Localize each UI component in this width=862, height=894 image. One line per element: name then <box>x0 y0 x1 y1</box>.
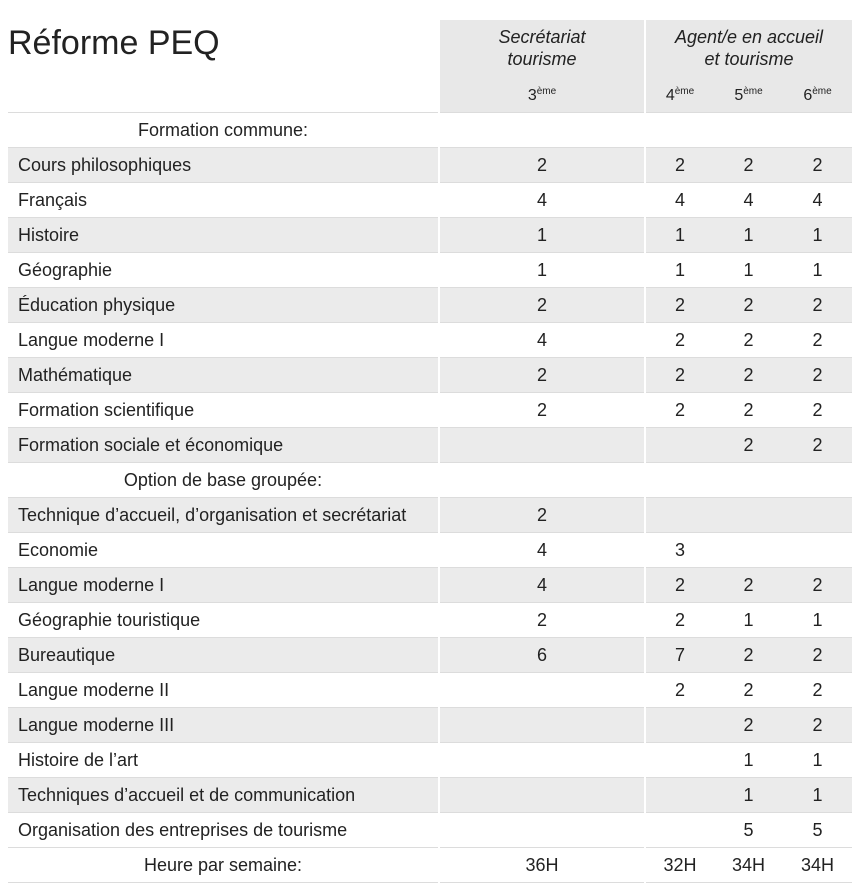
hours-cell: 3 <box>645 533 714 568</box>
section-option-base <box>8 463 852 498</box>
hours-cell <box>439 708 645 743</box>
hours-cell: 2 <box>645 603 714 638</box>
total-hours-cell: 34H <box>783 848 852 883</box>
table-row <box>8 218 852 253</box>
total-hours-cell: 32H <box>645 848 714 883</box>
hours-cell: 4 <box>783 183 852 218</box>
hours-cell: 1 <box>645 253 714 288</box>
hours-cell: 1 <box>714 603 783 638</box>
subject-label: Langue moderne I <box>8 323 439 358</box>
table-row <box>8 253 852 288</box>
hours-cell: 2 <box>783 568 852 603</box>
subject-label: Histoire de l’art <box>8 743 439 778</box>
hours-cell: 2 <box>714 393 783 428</box>
table-row <box>8 498 852 533</box>
hours-cell <box>645 778 714 813</box>
hours-cell <box>645 743 714 778</box>
hours-cell: 2 <box>439 393 645 428</box>
subject-label: Mathématique <box>8 358 439 393</box>
curriculum-table <box>8 20 852 883</box>
hours-cell: 1 <box>645 218 714 253</box>
hours-cell: 6 <box>439 638 645 673</box>
hours-cell: 2 <box>783 358 852 393</box>
subject-label: Organisation des entreprises de tourisme <box>8 813 439 848</box>
section-empty <box>439 463 852 498</box>
hours-cell: 2 <box>783 673 852 708</box>
hours-cell: 2 <box>783 148 852 183</box>
hours-cell <box>439 743 645 778</box>
header-secretariat-line2: tourisme <box>507 49 577 69</box>
hours-cell: 4 <box>439 533 645 568</box>
hours-cell: 4 <box>714 183 783 218</box>
header-year-4: 4ème <box>645 76 714 113</box>
hours-cell: 2 <box>783 638 852 673</box>
hours-cell: 2 <box>714 148 783 183</box>
table-row <box>8 358 852 393</box>
hours-cell: 7 <box>645 638 714 673</box>
hours-cell <box>439 813 645 848</box>
table-row <box>8 533 852 568</box>
header-secretariat <box>439 20 645 76</box>
hours-cell: 2 <box>439 148 645 183</box>
table-row <box>8 183 852 218</box>
section-empty <box>439 113 852 148</box>
subject-label: Techniques d’accueil et de communication <box>8 778 439 813</box>
hours-cell: 1 <box>714 253 783 288</box>
hours-cell: 2 <box>783 428 852 463</box>
hours-cell: 1 <box>783 778 852 813</box>
hours-cell <box>645 813 714 848</box>
hours-cell: 1 <box>714 778 783 813</box>
hours-cell: 2 <box>783 323 852 358</box>
subject-label: Formation scientifique <box>8 393 439 428</box>
section-formation-commune <box>8 113 852 148</box>
hours-cell: 2 <box>439 358 645 393</box>
hours-cell: 1 <box>783 743 852 778</box>
table-row <box>8 428 852 463</box>
hours-cell: 2 <box>714 638 783 673</box>
section-label: Option de base groupée: <box>8 463 439 498</box>
hours-cell: 1 <box>439 218 645 253</box>
hours-cell <box>645 708 714 743</box>
hours-cell: 1 <box>714 743 783 778</box>
header-year-5: 5ème <box>714 76 783 113</box>
hours-cell: 2 <box>439 498 645 533</box>
subject-label: Langue moderne I <box>8 568 439 603</box>
hours-cell <box>714 533 783 568</box>
table-row <box>8 813 852 848</box>
hours-cell: 1 <box>783 603 852 638</box>
table-row <box>8 288 852 323</box>
header-agent-line1: Agent/e en accueil <box>674 27 824 47</box>
table-row <box>8 708 852 743</box>
hours-cell: 2 <box>645 673 714 708</box>
header-agent-line2: et tourisme <box>704 49 794 69</box>
hours-cell: 1 <box>714 218 783 253</box>
hours-cell: 4 <box>645 183 714 218</box>
hours-cell <box>783 533 852 568</box>
table-row <box>8 323 852 358</box>
hours-cell: 2 <box>714 708 783 743</box>
hours-cell: 5 <box>783 813 852 848</box>
hours-cell <box>645 498 714 533</box>
table-row <box>8 393 852 428</box>
hours-cell: 2 <box>714 568 783 603</box>
subject-label: Géographie touristique <box>8 603 439 638</box>
hours-cell: 2 <box>645 288 714 323</box>
hours-cell <box>439 673 645 708</box>
subject-label: Technique d’accueil, d’organisation et secrétariat <box>8 498 439 533</box>
hours-cell: 2 <box>439 288 645 323</box>
hours-cell: 1 <box>783 218 852 253</box>
subject-label: Français <box>8 183 439 218</box>
hours-cell: 2 <box>645 568 714 603</box>
hours-cell: 4 <box>439 323 645 358</box>
hours-cell: 2 <box>783 708 852 743</box>
hours-cell: 2 <box>714 358 783 393</box>
hours-cell: 2 <box>783 393 852 428</box>
total-hours-cell: 36H <box>439 848 645 883</box>
hours-cell <box>439 428 645 463</box>
subject-label: Langue moderne III <box>8 708 439 743</box>
total-hours-cell: 34H <box>714 848 783 883</box>
table-row <box>8 778 852 813</box>
hours-cell: 2 <box>714 673 783 708</box>
hours-cell <box>714 498 783 533</box>
subject-label: Economie <box>8 533 439 568</box>
table-row <box>8 638 852 673</box>
header-year-6: 6ème <box>783 76 852 113</box>
table-row <box>8 148 852 183</box>
hours-cell: 2 <box>714 428 783 463</box>
subject-label: Histoire <box>8 218 439 253</box>
table-row <box>8 568 852 603</box>
hours-cell: 2 <box>645 148 714 183</box>
hours-cell: 5 <box>714 813 783 848</box>
header-agent-accueil <box>645 20 852 76</box>
table-row <box>8 673 852 708</box>
title-cell <box>8 20 439 113</box>
hours-cell: 2 <box>645 393 714 428</box>
page-title: Réforme PEQ <box>8 24 220 62</box>
hours-cell: 4 <box>439 568 645 603</box>
table-row <box>8 743 852 778</box>
total-label: Heure par semaine: <box>8 848 439 883</box>
subject-label: Formation sociale et économique <box>8 428 439 463</box>
hours-cell: 1 <box>439 253 645 288</box>
subject-label: Cours philosophiques <box>8 148 439 183</box>
header-year-3: 3ème <box>439 76 645 113</box>
section-label: Formation commune: <box>8 113 439 148</box>
subject-label: Éducation physique <box>8 288 439 323</box>
hours-cell: 4 <box>439 183 645 218</box>
total-row <box>8 848 852 883</box>
hours-cell: 2 <box>783 288 852 323</box>
hours-cell: 2 <box>645 323 714 358</box>
hours-cell <box>439 778 645 813</box>
hours-cell <box>783 498 852 533</box>
hours-cell: 2 <box>714 323 783 358</box>
hours-cell: 2 <box>714 288 783 323</box>
hours-cell: 1 <box>783 253 852 288</box>
table-row <box>8 603 852 638</box>
hours-cell: 2 <box>439 603 645 638</box>
header-secretariat-line1: Secrétariat <box>498 27 586 47</box>
hours-cell: 2 <box>645 358 714 393</box>
subject-label: Géographie <box>8 253 439 288</box>
subject-label: Bureautique <box>8 638 439 673</box>
subject-label: Langue moderne II <box>8 673 439 708</box>
hours-cell <box>645 428 714 463</box>
